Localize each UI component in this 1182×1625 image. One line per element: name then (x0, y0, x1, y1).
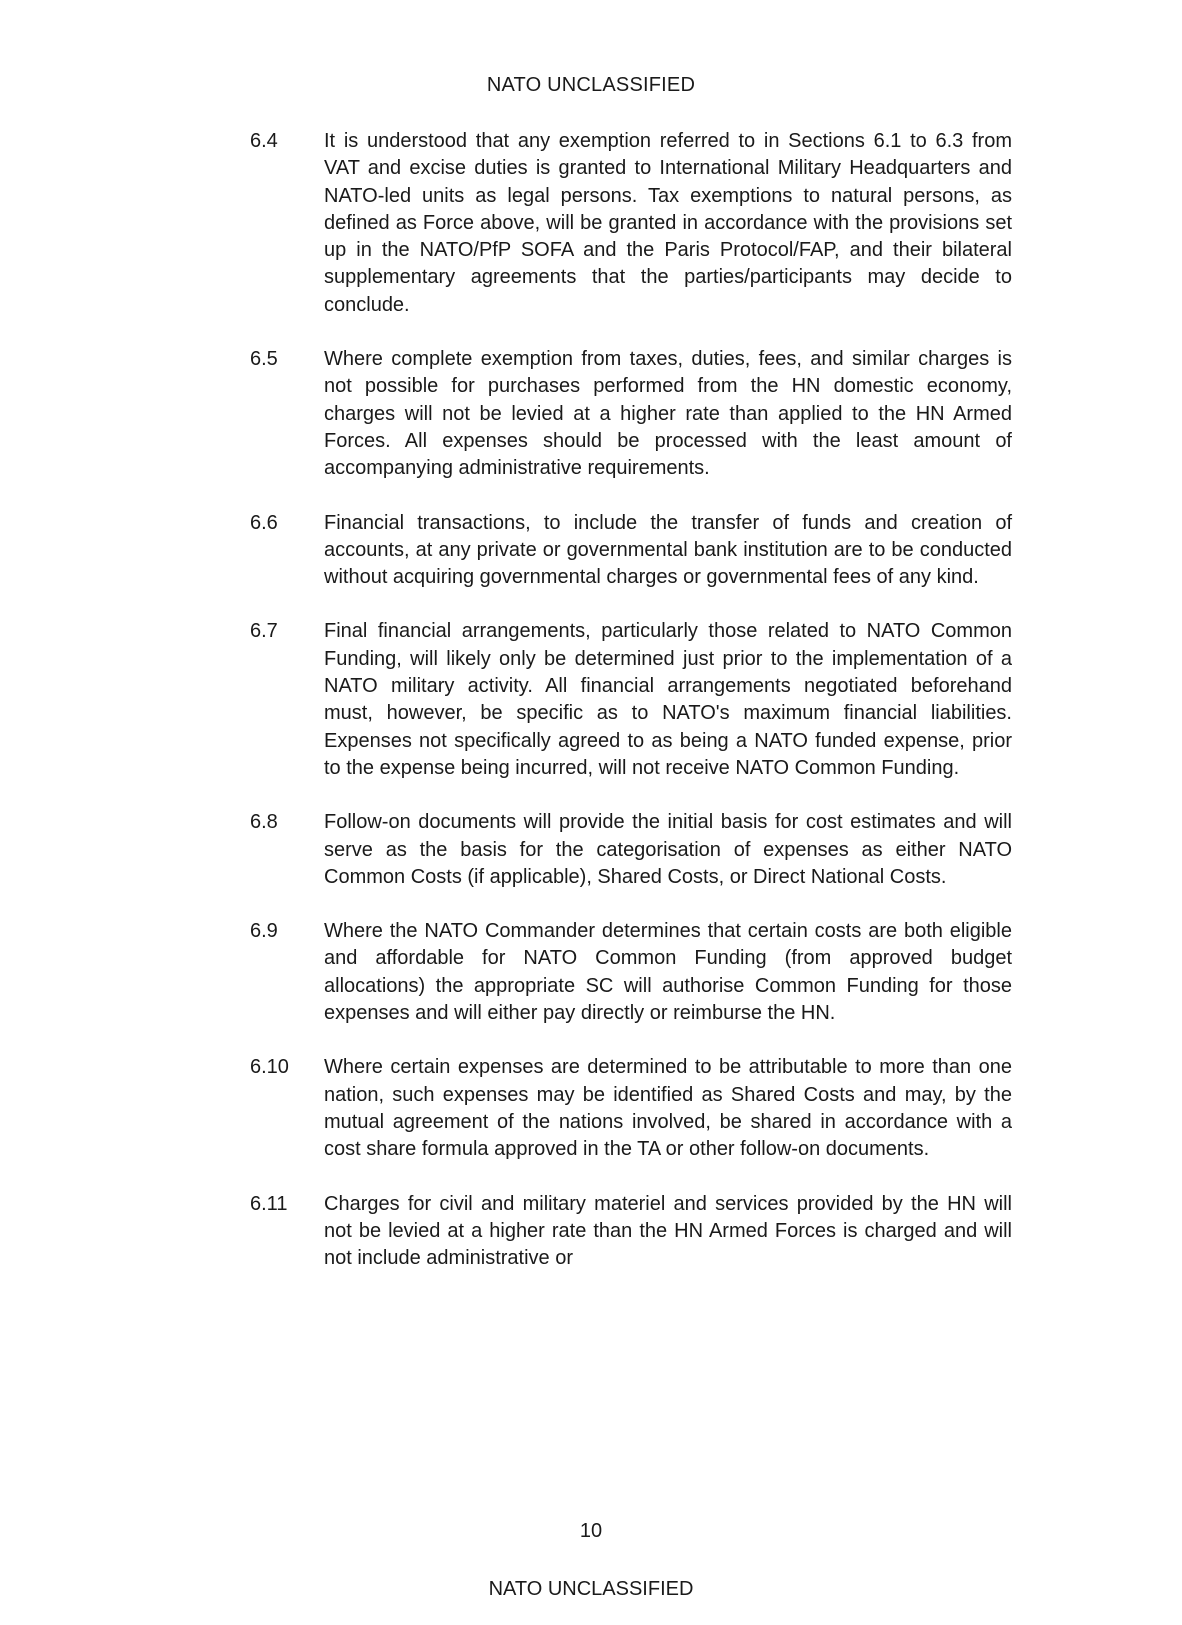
paragraph-6-5 (250, 346, 1012, 482)
paragraph-text: Where complete exemption from taxes, duties, fees, and similar charges is not possible for purchases performed from the HN domestic economy, charges will not be levied at a higher rate than applied to the HN Armed Forces. All expenses should be processed with the least amount of accompanying administrative requirements. (324, 348, 1012, 480)
paragraph-number: 6.6 (250, 511, 278, 534)
classification-header: NATO UNCLASSIFIED (486, 74, 696, 96)
paragraph-6-10 (250, 1054, 1012, 1163)
paragraph-6-8 (250, 809, 1012, 891)
paragraph-text: Where the NATO Commander determines that certain costs are both eligible and affordable for NATO Common Funding (from approved budget allocations) the appropriate SC will authorise Common Funding for those expenses and will either pay directly or reimburse the HN. (324, 920, 1012, 1025)
paragraph-6-11 (250, 1191, 1012, 1273)
paragraph-6-7 (250, 618, 1012, 782)
classification-footer: NATO UNCLASSIFIED (488, 1578, 694, 1600)
paragraph-number: 6.11 (250, 1192, 288, 1215)
paragraph-number: 6.8 (250, 811, 278, 834)
paragraph-number: 6.9 (250, 920, 278, 943)
paragraph-number: 6.4 (250, 130, 278, 152)
paragraph-text: Where certain expenses are determined to be attributable to more than one nation, such expenses may be identified as Shared Costs and may, by the mutual agreement of the nations involved, be shared in accordance with a cost share formula approved in the TA or other follow-on documents. (324, 1056, 1012, 1161)
paragraph-text: Charges for civil and military materiel and services provided by the HN will not be levied at a higher rate than the HN Armed Forces is charged and will not include administrative or (324, 1192, 1012, 1270)
document-body (250, 128, 1012, 1299)
paragraph-text: Follow-on documents will provide the initial basis for cost estimates and will serve as the basis for the categorisation of expenses as either NATO Common Costs (if applicable), Shared Costs, or Direct National Costs. (324, 811, 1012, 888)
paragraph-6-6 (250, 510, 1012, 592)
paragraph-number: 6.5 (250, 348, 278, 371)
paragraph-6-9 (250, 918, 1012, 1027)
paragraph-number: 6.10 (250, 1056, 289, 1079)
paragraph-6-4 (250, 128, 1012, 319)
paragraph-number: 6.7 (250, 620, 278, 643)
paragraph-text: It is understood that any exemption referred to in Sections 6.1 to 6.3 from VAT and excise duties is granted to International Military Headquarters and NATO-led units as legal persons. Tax exemptions to natural persons, as defined as Force above, will be granted in accordance with the provisions set up in the NATO/PfP SOFA and the Paris Protocol/FAP, and their bilateral supplementary agreements that the parties/participants may decide to conclude. (324, 130, 1012, 316)
paragraph-text: Final financial arrangements, particularly those related to NATO Common Funding, will likely only be determined just prior to the implementation of a NATO military activity. All financial arrangements negotiated beforehand must, however, be specific as to NATO's maximum financial liabilities. Expenses not specifically agreed to as being a NATO funded expense, prior to the expense being incurred, will not receive NATO Common Funding. (324, 620, 1012, 779)
page-number: 10 (579, 1520, 603, 1542)
paragraph-text: Financial transactions, to include the transfer of funds and creation of accounts, at any private or governmental bank institution are to be conducted without acquiring governmental charges or governmental fees of any kind. (324, 511, 1012, 589)
